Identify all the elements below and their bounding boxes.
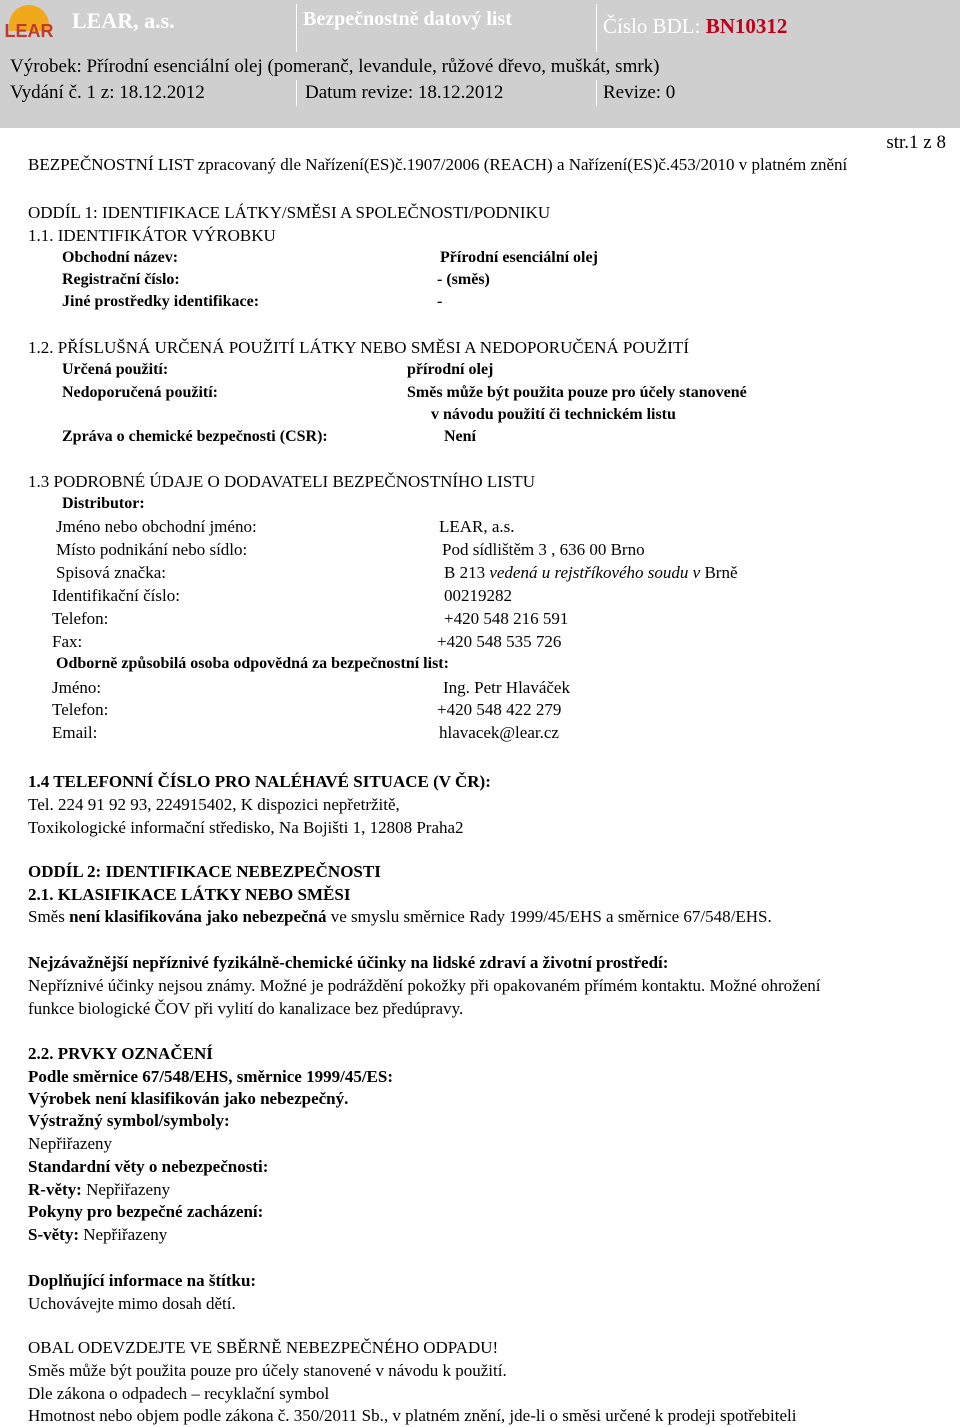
- company-id-value: 00219282: [444, 586, 512, 605]
- section-2-title: ODDÍL 2: IDENTIFIKACE NEBEZPEČNOSTI: [28, 862, 381, 881]
- section-1-2-title: 1.2. PŘÍSLUŠNÁ URČENÁ POUŽITÍ LÁTKY NEBO SMĚSI A NEDOPORUČENÁ POUŽITÍ: [28, 338, 689, 357]
- file-mark-city: Brně: [700, 563, 738, 582]
- directive-line: Podle směrnice 67/548/EHS, směrnice 1999/45/ES:: [28, 1067, 393, 1086]
- r-phrases-value: Nepřiřazeny: [81, 1180, 171, 1199]
- s-phrases-label: S-věty:: [28, 1225, 79, 1244]
- intended-use-value: přírodní olej: [407, 361, 494, 378]
- registration-value: - (směs): [437, 271, 490, 288]
- intended-use-label: Určená použití:: [62, 361, 169, 378]
- person-name-label: Jméno:: [52, 678, 102, 697]
- csr-label: Zpráva o chemické bezpečnosti (CSR):: [62, 428, 328, 445]
- fax-label: Fax:: [52, 632, 83, 651]
- product-line: Výrobek: Přírodní esenciální olej (pomeranč, levandule, růžové dřevo, muškát, smrk): [10, 56, 660, 77]
- not-recommended-value-cont: v návodu použití či technickém listu: [431, 406, 676, 423]
- person-name-value: Ing. Petr Hlaváček: [443, 678, 570, 697]
- emergency-phone-line: Tel. 224 91 92 93, 224915402, K dispozici nepřetržitě,: [28, 795, 400, 814]
- page-number: str.1 z 8: [886, 132, 946, 153]
- email-value[interactable]: hlavacek@lear.cz: [439, 723, 559, 742]
- safe-handling-label: Pokyny pro bezpečné zacházení:: [28, 1202, 264, 1221]
- effects-text-line-1: Nepříznivé účinky nejsou známy. Možné je podráždění pokožky při opakovaném přímém kontaktu. Možné ohrožení: [28, 976, 821, 995]
- section-2-1-title: 2.1. KLASIFIKACE LÁTKY NEBO SMĚSI: [28, 885, 351, 904]
- classification-status: není klasifikována jako nebezpečná: [69, 907, 327, 926]
- file-mark-value: [444, 563, 738, 583]
- header-divider: [296, 4, 297, 52]
- revision-number: Revize: 0: [603, 82, 676, 103]
- file-mark-code: B 213: [444, 563, 490, 582]
- classification-suffix: ve smyslu směrnice Rady 1999/45/EHS a směrnice 67/548/EHS.: [326, 907, 772, 926]
- label-info-heading: Doplňující informace na štítku:: [28, 1271, 257, 1290]
- section-1-title: ODDÍL 1: IDENTIFIKACE LÁTKY/SMĚSI A SPOLEČNOSTI/PODNIKU: [28, 203, 551, 222]
- person-phone-label: Telefon:: [52, 700, 109, 719]
- lear-logo: [3, 5, 55, 47]
- issue-number: Vydání č. 1 z: 18.12.2012: [10, 82, 205, 103]
- section-1-3-title: 1.3 PODROBNÉ ÚDAJE O DODAVATELI BEZPEČNOSTNÍHO LISTU: [28, 472, 536, 491]
- logo-text: LEAR: [4, 21, 54, 41]
- other-id-value: -: [437, 293, 443, 310]
- waste-instruction: OBAL ODEVZDEJTE VE SBĚRNĚ NEBEZPEČNÉHO ODPADU!: [28, 1338, 499, 1357]
- file-mark-court: vedená u rejstříkového soudu v: [489, 563, 701, 582]
- header-divider: [596, 80, 597, 106]
- warning-symbol-label: Výstražný symbol/symboly:: [28, 1111, 230, 1130]
- classification-line: [28, 907, 772, 927]
- s-phrases-value: Nepřiřazeny: [78, 1225, 168, 1244]
- document-title: Bezpečnostně datový list: [303, 8, 512, 30]
- trade-name-label: Obchodní název:: [62, 249, 179, 266]
- toxicology-center-line: Toxikologické informační středisko, Na Bojišti 1, 12808 Praha2: [28, 818, 464, 837]
- company-name: LEAR, a.s.: [72, 8, 175, 33]
- label-info-value: Uchovávejte mimo dosah dětí.: [28, 1294, 236, 1313]
- file-mark-label: Spisová značka:: [56, 563, 166, 582]
- bdl-number-field: [603, 14, 787, 39]
- warning-symbol-value: Nepřiřazeny: [28, 1134, 113, 1153]
- revision-date: Datum revize: 18.12.2012: [305, 82, 504, 103]
- usage-restriction: Směs může být použita pouze pro účely stanovené v návodu k použití.: [28, 1361, 507, 1380]
- other-id-label: Jiné prostředky identifikace:: [62, 293, 260, 310]
- seat-label: Místo podnikání nebo sídlo:: [56, 540, 248, 559]
- fax-value: +420 548 535 726: [437, 632, 562, 651]
- section-1-4-title: 1.4 TELEFONNÍ ČÍSLO PRO NALÉHAVÉ SITUACE (V ČR):: [28, 772, 491, 791]
- person-phone-value: +420 548 422 279: [437, 700, 562, 719]
- trade-name-value: Přírodní esenciální olej: [440, 249, 598, 266]
- effects-heading: Nejzávažnější nepříznivé fyzikálně-chemické účinky na lidské zdraví a životní prostředí:: [28, 953, 669, 972]
- company-id-label: Identifikační číslo:: [52, 586, 180, 605]
- responsible-person-heading: Odborně způsobilá osoba odpovědná za bezpečnostní list:: [56, 655, 449, 672]
- recycling-line: Dle zákona o odpadech – recyklační symbol: [28, 1384, 330, 1403]
- weight-volume-line: Hmotnost nebo objem podle zákona č. 350/2011 Sb., v platném znění, jde-li o směsi určené k prodeji spotřebiteli: [28, 1406, 797, 1425]
- seat-value: Pod sídlištěm 3 , 636 00 Brno: [442, 540, 645, 559]
- company-name-label: Jméno nebo obchodní jméno:: [56, 517, 257, 536]
- bdl-number: BN10312: [705, 14, 788, 38]
- distributor-heading: Distributor:: [62, 495, 145, 512]
- header-divider: [296, 80, 297, 106]
- effects-text-line-2: funkce biologické ČOV při vylití do kanalizace bez předúpravy.: [28, 999, 464, 1018]
- classification-prefix: Směs: [28, 907, 70, 926]
- company-name-value: LEAR, a.s.: [439, 517, 515, 536]
- not-recommended-value: Směs může být použita pouze pro účely stanovené: [407, 384, 747, 401]
- section-2-2-title: 2.2. PRVKY OZNAČENÍ: [28, 1044, 213, 1063]
- hazard-statements-label: Standardní věty o nebezpečnosti:: [28, 1157, 269, 1176]
- bdl-label: Číslo BDL:: [603, 14, 701, 38]
- intro-line: BEZPEČNOSTNÍ LIST zpracovaný dle Nařízení(ES)č.1907/2006 (REACH) a Nařízení(ES)č.453/2010 v platném znění: [28, 155, 848, 174]
- phone-value: +420 548 216 591: [444, 609, 569, 628]
- header-divider: [596, 4, 597, 52]
- section-1-1-title: 1.1. IDENTIFIKÁTOR VÝROBKU: [28, 226, 276, 245]
- csr-value: Není: [444, 428, 476, 445]
- not-recommended-label: Nedoporučená použití:: [62, 384, 218, 401]
- r-phrases-label: R-věty:: [28, 1180, 82, 1199]
- email-label: Email:: [52, 723, 98, 742]
- not-classified-line: Výrobek není klasifikován jako nebezpečný.: [28, 1089, 349, 1108]
- document-header: [0, 0, 960, 128]
- registration-label: Registrační číslo:: [62, 271, 180, 288]
- r-phrases-line: [28, 1180, 170, 1200]
- phone-label: Telefon:: [52, 609, 109, 628]
- s-phrases-line: [28, 1225, 167, 1245]
